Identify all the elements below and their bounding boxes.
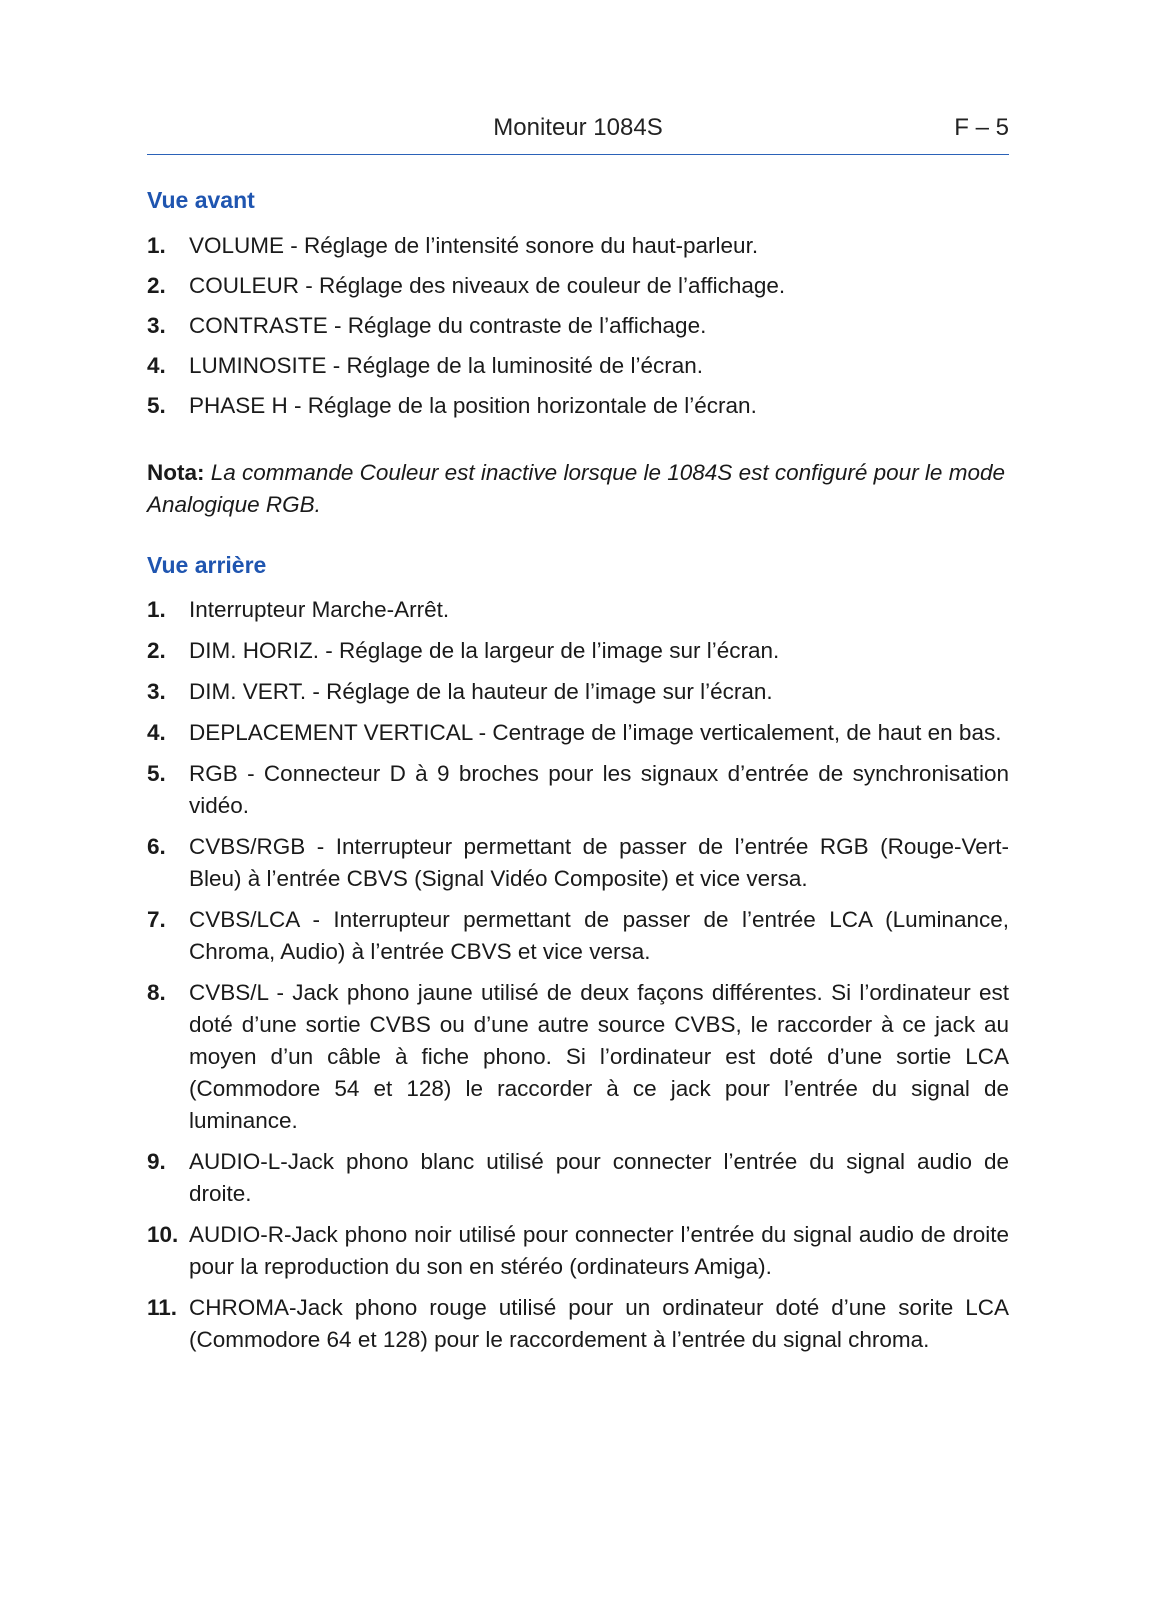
item-text: RGB - Connecteur D à 9 broches pour les signaux d’entrée de synchronisation vidéo. bbox=[189, 761, 1009, 818]
item-number: 3. bbox=[147, 679, 166, 704]
list-item bbox=[147, 977, 1009, 1137]
item-text: COULEUR - Réglage des niveaux de couleur de l’affichage. bbox=[189, 273, 786, 298]
item-number: 6. bbox=[147, 834, 166, 859]
item-text: AUDIO-L-Jack phono blanc utilisé pour connecter l’entrée du signal audio de droite. bbox=[189, 1149, 1009, 1206]
page-title: Moniteur 1084S bbox=[493, 114, 663, 141]
rear-view-list bbox=[147, 594, 1009, 1365]
list-item bbox=[147, 350, 1009, 382]
item-text: CVBS/L - Jack phono jaune utilisé de deux façons différentes. Si l’ordinateur est doté d’une sortie CVBS ou d’une autre source CVBS, le raccorder à ce jack au moyen d’un câble à fiche phono. Si l’ordinateur est doté d’une sortie LCA (Commodore 54 et 128) le raccorder à ce jack pour l’entrée du signal de luminance. bbox=[189, 980, 1009, 1133]
page-number: F – 5 bbox=[954, 114, 1009, 141]
item-text: VOLUME - Réglage de l’intensité sonore du haut-parleur. bbox=[189, 233, 759, 258]
note-paragraph bbox=[147, 457, 1009, 521]
item-number: 8. bbox=[147, 980, 166, 1005]
item-text: CONTRASTE - Réglage du contraste de l’affichage. bbox=[189, 313, 707, 338]
item-text: DIM. HORIZ. - Réglage de la largeur de l’image sur l’écran. bbox=[189, 638, 780, 663]
front-view-list bbox=[147, 230, 1009, 430]
item-number: 5. bbox=[147, 761, 166, 786]
list-item bbox=[147, 1146, 1009, 1210]
item-number: 7. bbox=[147, 907, 166, 932]
list-item bbox=[147, 230, 1009, 262]
item-text: CHROMA-Jack phono rouge utilisé pour un ordinateur doté d’une sorite LCA (Commodore 64 et 128) pour le raccordement à l’entrée du signal chroma. bbox=[189, 1295, 1009, 1352]
list-item bbox=[147, 758, 1009, 822]
item-text: PHASE H - Réglage de la position horizontale de l’écran. bbox=[189, 393, 757, 418]
item-text: DEPLACEMENT VERTICAL - Centrage de l’image verticalement, de haut en bas. bbox=[189, 720, 1002, 745]
item-number: 1. bbox=[147, 597, 166, 622]
item-number: 9. bbox=[147, 1149, 166, 1174]
list-item bbox=[147, 1292, 1009, 1356]
note-text: La commande Couleur est inactive lorsque le 1084S est configuré pour le mode Analogique RGB. bbox=[147, 460, 1005, 517]
list-item bbox=[147, 904, 1009, 968]
item-text: AUDIO-R-Jack phono noir utilisé pour connecter l’entrée du signal audio de droite pour la reproduction du son en stéréo (ordinateurs Amiga). bbox=[189, 1222, 1009, 1279]
list-item bbox=[147, 1219, 1009, 1283]
item-number: 2. bbox=[147, 273, 166, 298]
list-item bbox=[147, 717, 1009, 749]
item-number: 4. bbox=[147, 353, 166, 378]
item-number: 2. bbox=[147, 638, 166, 663]
list-item bbox=[147, 270, 1009, 302]
list-item bbox=[147, 831, 1009, 895]
section-title-front: Vue avant bbox=[147, 187, 255, 213]
item-text: CVBS/LCA - Interrupteur permettant de passer de l’entrée LCA (Luminance, Chroma, Audio) à l’entrée CBVS et vice versa. bbox=[189, 907, 1009, 964]
section-title-rear: Vue arrière bbox=[147, 552, 267, 578]
item-number: 1. bbox=[147, 233, 166, 258]
item-text: LUMINOSITE - Réglage de la luminosité de l’écran. bbox=[189, 353, 703, 378]
note-label: Nota: bbox=[147, 460, 205, 485]
list-item bbox=[147, 594, 1009, 626]
item-text: Interrupteur Marche-Arrêt. bbox=[189, 597, 450, 622]
item-text: CVBS/RGB - Interrupteur permettant de passer de l’entrée RGB (Rouge-Vert-Bleu) à l’entrée CBVS (Signal Vidéo Composite) et vice versa. bbox=[189, 834, 1009, 891]
item-number: 11. bbox=[147, 1295, 178, 1320]
item-text: DIM. VERT. - Réglage de la hauteur de l’image sur l’écran. bbox=[189, 679, 773, 704]
item-number: 5. bbox=[147, 393, 166, 418]
page-header bbox=[147, 108, 1009, 155]
list-item bbox=[147, 310, 1009, 342]
item-number: 4. bbox=[147, 720, 166, 745]
item-number: 3. bbox=[147, 313, 166, 338]
item-number: 10. bbox=[147, 1222, 179, 1247]
list-item bbox=[147, 390, 1009, 422]
list-item bbox=[147, 676, 1009, 708]
list-item bbox=[147, 635, 1009, 667]
